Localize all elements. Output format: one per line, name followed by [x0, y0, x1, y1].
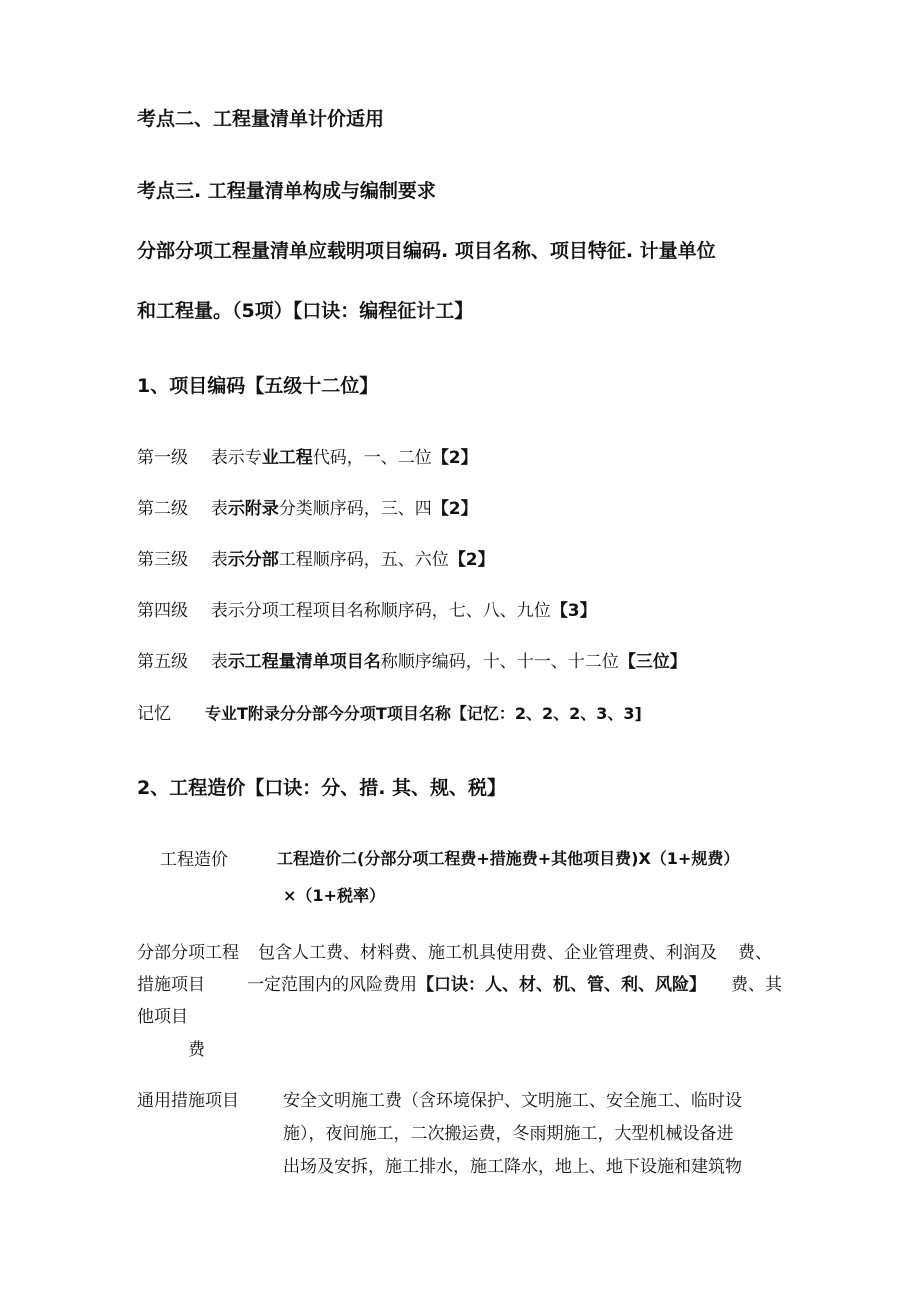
component-right-1: 费、: [738, 943, 772, 963]
level-label: 第三级: [137, 550, 188, 570]
level-tag: 【2】: [431, 448, 478, 468]
level-label: 第二级: [137, 499, 188, 519]
level-row: [137, 647, 687, 672]
general-measures-line-1: 安全文明施工费（含环境保护、文明施工、安全施工、临时设: [283, 1091, 742, 1111]
level-row: [137, 443, 478, 468]
level-label: 第一级: [137, 448, 188, 468]
cost-formula-line-2: ×（1+税率）: [283, 886, 385, 905]
intro-line-1: 分部分项工程量清单应载明项目编码. 项目名称、项目特征. 计量单位: [137, 240, 716, 262]
level-label: 第四级: [137, 601, 188, 621]
level-desc-rest: 工程顺序码，五、六位: [278, 550, 449, 570]
mnemonic-bold: 【口诀：人、材、机、管、利、风险】: [417, 975, 706, 995]
general-measures-line-2: 施），夜间施工，二次搬运费，冬雨期施工，大型机械设备进: [283, 1124, 734, 1144]
memory-text: 专业T附录分分部今分项T项目名称【记忆：2、2、2、3、3]: [205, 704, 642, 723]
cost-label: 工程造价: [160, 850, 228, 870]
level-label: 第五级: [137, 652, 188, 672]
intro-line-2: 和工程量。（5项）【口诀：编程征计工】: [137, 300, 474, 322]
cost-formula-line-1: 工程造价二(分部分项工程费+措施费+其他项目费)X（1+规费）: [277, 849, 740, 868]
component-label-4: 费: [188, 1040, 205, 1060]
heading-point-2: 考点二、工程量清单计价适用: [137, 108, 385, 130]
level-desc-rest: 称顺序编码，十、十一、十二位: [380, 652, 619, 672]
heading-point-3: 考点三. 工程量清单构成与编制要求: [137, 180, 436, 202]
level-desc: 表: [210, 652, 228, 672]
level-desc-bold: 示附录: [227, 499, 279, 519]
component-label-3: 他项目: [137, 1007, 188, 1027]
memory-label: 记忆: [137, 704, 171, 724]
component-right-2: 费、其: [731, 975, 782, 995]
level-desc-bold: 业工程: [261, 448, 313, 468]
component-text-2: [247, 970, 706, 995]
level-tag: 【2】: [448, 550, 495, 570]
section-1-heading: 1、项目编码【五级十二位】: [137, 375, 379, 397]
section-2-heading: 2、工程造价【口诀：分、措. 其、规、税】: [137, 777, 507, 799]
component-text-2-normal: 一定范围内的风险费用: [247, 975, 417, 995]
component-text-1: 包含人工费、材料费、施工机具使用费、企业管理费、利润及: [258, 943, 717, 963]
level-desc-rest: 代码，一、二位: [312, 448, 432, 468]
level-row: [137, 545, 495, 570]
level-desc: 表: [210, 499, 228, 519]
level-desc: 表示分项工程项目名称顺序码，七、八、九位: [210, 601, 551, 621]
level-desc-rest: 分类顺序码，三、四: [278, 499, 432, 519]
level-desc-bold: 示分部: [227, 550, 279, 570]
level-tag: 【三位】: [618, 652, 687, 672]
level-row: [137, 596, 597, 621]
level-row: [137, 494, 478, 519]
level-desc-bold: 示工程量清单项目名: [227, 652, 381, 672]
general-measures-label: 通用措施项目: [137, 1091, 239, 1111]
level-tag: 【3】: [550, 601, 597, 621]
general-measures-line-3: 出场及安拆，施工排水，施工降水，地上、地下设施和建筑物: [283, 1157, 742, 1177]
level-tag: 【2】: [431, 499, 478, 519]
component-label-1: 分部分项工程: [137, 943, 239, 963]
level-desc: 表: [210, 550, 228, 570]
level-desc: 表示专: [210, 448, 262, 468]
component-label-2: 措施项目: [137, 975, 205, 995]
